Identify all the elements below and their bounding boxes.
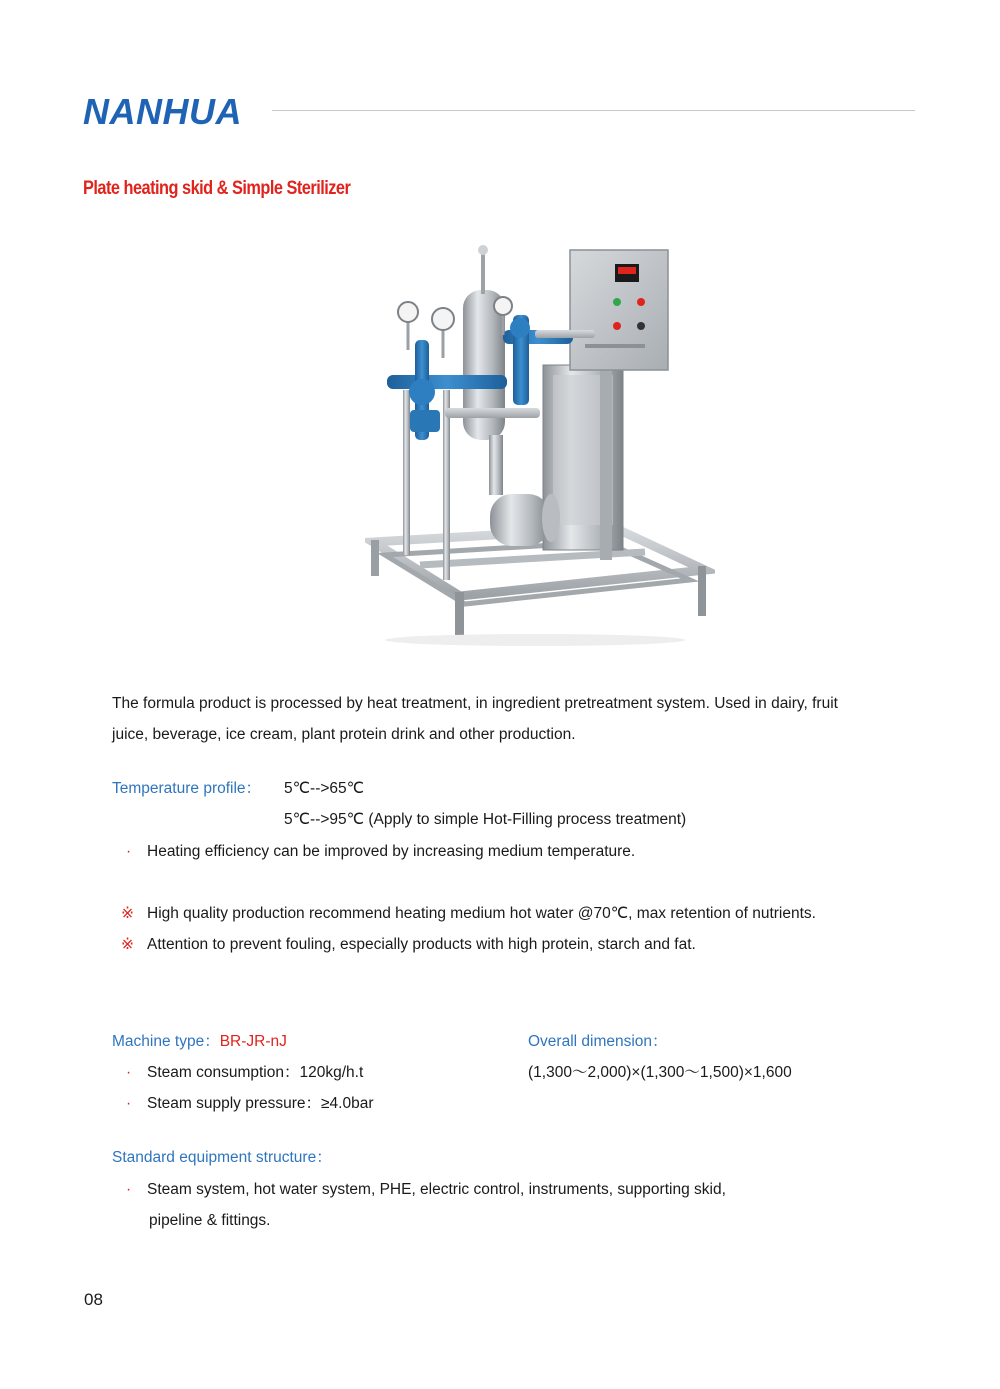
header-rule: [272, 110, 915, 111]
page-title: Plate heating skid & Simple Sterilizer: [83, 178, 351, 199]
bullet-icon: ·: [126, 1064, 132, 1081]
note-fouling: Attention to prevent fouling, especially products with high protein, starch and fat.: [147, 936, 696, 953]
temperature-profile-value-1: 5℃-->65℃: [284, 780, 365, 797]
overall-dimension-value: (1,300～2,000)×(1,300～1,500)×1,600: [528, 1064, 792, 1081]
note-hot-water: High quality production recommend heating medium hot water @70℃, max retention of nutrients.: [147, 905, 816, 922]
page-number: 08: [84, 1290, 103, 1309]
overall-dimension-label: Overall dimension：: [528, 1033, 668, 1050]
bullet-icon: ·: [126, 1095, 132, 1112]
brand-logo: NANHUA: [83, 91, 242, 132]
steam-supply-pressure: Steam supply pressure：≥4.0bar: [147, 1095, 374, 1112]
heating-efficiency-note: Heating efficiency can be improved by increasing medium temperature.: [147, 843, 636, 860]
reference-mark-icon: ※: [121, 936, 134, 953]
bullet-icon: ·: [126, 843, 132, 860]
steam-consumption: Steam consumption：120kg/h.t: [147, 1064, 364, 1081]
intro-paragraph-line-2: juice, beverage, ice cream, plant protein drink and other production.: [112, 726, 576, 743]
equipment-structure-label: Standard equipment structure：: [112, 1149, 332, 1166]
equipment-structure-line-2: pipeline & fittings.: [149, 1212, 271, 1229]
intro-paragraph-line-1: The formula product is processed by heat treatment, in ingredient pretreatment system. Used in dairy, fruit: [112, 695, 838, 712]
sterilizer-product-image: [365, 240, 715, 660]
temperature-profile-label: Temperature profile：: [112, 780, 262, 797]
machine-type-label: Machine type：: [112, 1033, 220, 1050]
bullet-icon: ·: [126, 1181, 132, 1198]
equipment-structure-line-1: Steam system, hot water system, PHE, electric control, instruments, supporting skid,: [147, 1181, 726, 1198]
reference-mark-icon: ※: [121, 905, 134, 922]
machine-type-value: BR-JR-nJ: [219, 1033, 287, 1050]
machine-type: [112, 1032, 287, 1052]
temperature-profile-value-2: 5℃-->95℃ (Apply to simple Hot-Filling process treatment): [284, 811, 687, 828]
